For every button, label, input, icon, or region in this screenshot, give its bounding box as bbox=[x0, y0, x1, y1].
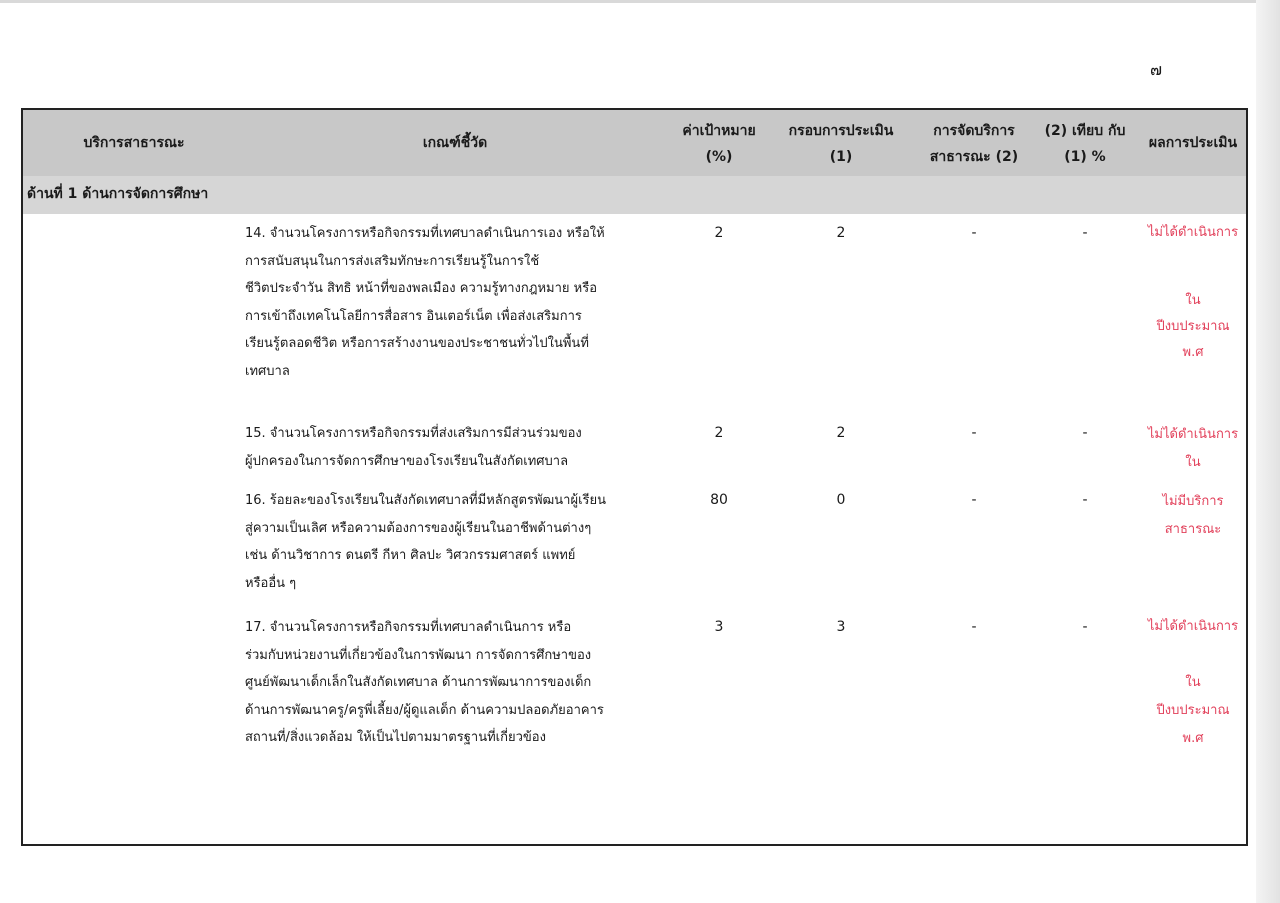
compare-value: - bbox=[1082, 619, 1088, 635]
criterion-line: เทศบาล bbox=[245, 363, 290, 379]
criterion-line: ผู้ปกครองในการจัดการศึกษาของโรงเรียนในสังกัดเทศบาล bbox=[245, 453, 569, 469]
target-value: 80 bbox=[710, 492, 728, 508]
criterion-text bbox=[245, 220, 665, 385]
criterion-text bbox=[245, 614, 665, 752]
framework-value: 3 bbox=[836, 619, 846, 635]
framework-value: 0 bbox=[836, 492, 846, 508]
criterion-line: เรียนรู้ตลอดชีวิต หรือการสร้างงานของประชาชนทั่วไปในพื้นที่ bbox=[245, 336, 589, 351]
header-target bbox=[671, 118, 767, 170]
result-line bbox=[1139, 272, 1247, 288]
result-line: ไม่ได้ดำเนินการ bbox=[1147, 619, 1239, 634]
criterion-line: การสนับสนุนในการส่งเสริมทักษะการเรียนรู้ในการใช้ bbox=[245, 253, 540, 269]
result-text bbox=[1139, 220, 1247, 366]
result-text bbox=[1139, 420, 1247, 476]
result-line: ปีงบประมาณ bbox=[1156, 703, 1230, 718]
evaluation-table bbox=[21, 108, 1248, 846]
compare-value: - bbox=[1082, 492, 1088, 508]
header-provision-line2: สาธารณะ (2) bbox=[929, 149, 1019, 165]
result-line bbox=[1139, 642, 1247, 670]
header-compare-line2: (1) % bbox=[1064, 149, 1106, 165]
provision-value: - bbox=[971, 492, 977, 508]
result-line: ไม่ได้ดำเนินการ bbox=[1147, 427, 1239, 442]
criterion-line: ร่วมกับหน่วยงานที่เกี่ยวข้องในการพัฒนา การจัดการศึกษาของ bbox=[245, 647, 592, 663]
criterion-line: 17. จำนวนโครงการหรือกิจกรรมที่เทศบาลดำเนินการ หรือ bbox=[245, 620, 572, 635]
framework-value: 2 bbox=[836, 425, 846, 441]
result-line: ไม่ได้ดำเนินการ bbox=[1147, 225, 1239, 240]
header-framework bbox=[771, 118, 911, 170]
target-value: 2 bbox=[714, 425, 724, 441]
header-indicator: เกณฑ์ชี้วัด bbox=[422, 135, 488, 151]
provision-value: - bbox=[971, 225, 977, 241]
header-service: บริการสาธารณะ bbox=[83, 135, 185, 151]
result-line: ใน bbox=[1185, 455, 1201, 470]
criterion-line: 15. จำนวนโครงการหรือกิจกรรมที่ส่งเสริมการมีส่วนร่วมของ bbox=[245, 426, 582, 441]
result-line: ไม่มีบริการ bbox=[1162, 494, 1224, 509]
criterion-text bbox=[245, 420, 665, 475]
result-line: พ.ศ bbox=[1182, 345, 1204, 360]
framework-value: 2 bbox=[836, 225, 846, 241]
criterion-text bbox=[245, 487, 665, 597]
header-result: ผลการประเมิน bbox=[1148, 135, 1238, 151]
result-line: ใน bbox=[1185, 293, 1201, 308]
criterion-line: เช่น ด้านวิชาการ ดนตรี กีหา ศิลปะ วิศวกรรมศาสตร์ แพทย์ bbox=[245, 548, 576, 563]
table-header bbox=[23, 110, 1246, 176]
header-provision bbox=[918, 118, 1030, 170]
header-provision-line1: การจัดบริการ bbox=[933, 123, 1015, 139]
target-value: 2 bbox=[714, 225, 724, 241]
header-compare bbox=[1033, 118, 1137, 170]
header-target-line1: ค่าเป้าหมาย bbox=[682, 123, 756, 139]
criterion-line: สู่ความเป็นเลิศ หรือความต้องการของผู้เรียนในอาชีพด้านต่างๆ bbox=[245, 520, 592, 536]
result-line: พ.ศ bbox=[1182, 731, 1204, 746]
criterion-line: ชีวิตประจำวัน สิทธิ หน้าที่ของพลเมือง ความรู้ทางกฎหมาย หรือ bbox=[245, 281, 598, 296]
header-framework-line2: (1) bbox=[829, 149, 853, 165]
result-text bbox=[1139, 487, 1247, 543]
compare-value: - bbox=[1082, 225, 1088, 241]
header-target-line2: (%) bbox=[705, 149, 733, 165]
section-title: ด้านที่ 1 ด้านการจัดการศึกษา bbox=[27, 186, 209, 202]
result-line bbox=[1139, 246, 1247, 272]
criterion-line: หรืออื่น ๆ bbox=[245, 575, 297, 591]
result-line: ใน bbox=[1185, 675, 1201, 690]
provision-value: - bbox=[971, 619, 977, 635]
criterion-line: สถานที่/สิ่งแวดล้อม ให้เป็นไปตามมาตรฐานที่เกี่ยวข้อง bbox=[245, 730, 546, 745]
scan-right-edge bbox=[1256, 0, 1280, 903]
result-line: สาธารณะ bbox=[1164, 522, 1222, 537]
criterion-line: ศูนย์พัฒนาเด็กเล็กในสังกัดเทศบาล ด้านการพัฒนาการของเด็ก bbox=[245, 675, 592, 690]
header-compare-line1: (2) เทียบ กับ bbox=[1044, 123, 1126, 139]
compare-value: - bbox=[1082, 425, 1088, 441]
criterion-line: ด้านการพัฒนาครู/ครูพี่เลี้ยง/ผู้ดูแลเด็ก ด้านความปลอดภัยอาคาร bbox=[245, 702, 604, 718]
section-row bbox=[23, 176, 1246, 214]
result-line: ปีงบประมาณ bbox=[1156, 319, 1230, 334]
criterion-line: การเข้าถึงเทคโนโลยีการสื่อสาร อินเตอร์เน็ต เพื่อส่งเสริมการ bbox=[245, 308, 582, 324]
criterion-line: 14. จำนวนโครงการหรือกิจกรรมที่เทศบาลดำเนินการเอง หรือให้ bbox=[245, 226, 605, 241]
criterion-line: 16. ร้อยละของโรงเรียนในสังกัดเทศบาลที่มีหลักสูตรพัฒนาผู้เรียน bbox=[245, 493, 607, 508]
result-text bbox=[1139, 614, 1247, 752]
header-framework-line1: กรอบการประเมิน bbox=[788, 123, 894, 139]
target-value: 3 bbox=[714, 619, 724, 635]
provision-value: - bbox=[971, 425, 977, 441]
page-number: ๗ bbox=[1150, 60, 1163, 79]
scan-top-edge bbox=[0, 0, 1280, 3]
